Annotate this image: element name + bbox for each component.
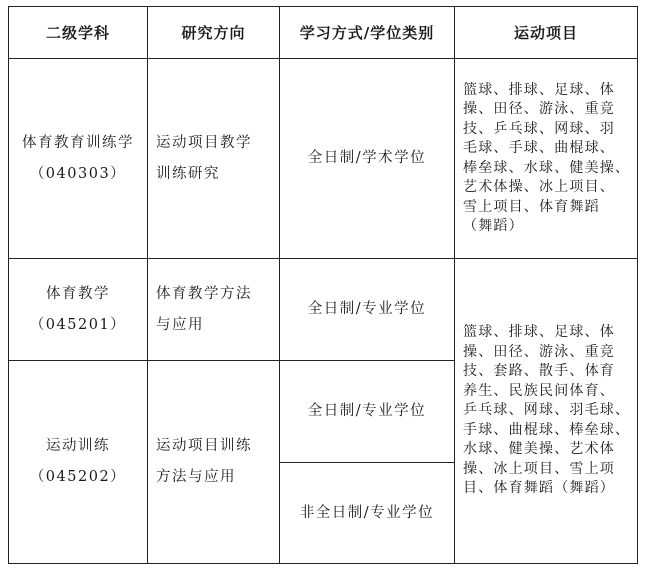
row1-discipline [8, 58, 148, 259]
row2-discipline-name: 体育教学 [45, 285, 110, 302]
row3-discipline-name: 运动训练 [45, 438, 110, 454]
header-mode: 学习方式/学位类别 [279, 6, 455, 59]
row3-discipline [8, 360, 148, 564]
row3-direction-line1: 运动项目训练 [156, 438, 252, 454]
sports-academic-list [463, 81, 630, 237]
row1-direction [147, 58, 280, 259]
sports-line: 操、冰上项目、雪上项 [463, 460, 615, 477]
row2-direction-line2: 与应用 [156, 316, 204, 333]
sports-line: 操、田径、游泳、重竞 [463, 101, 615, 117]
sports-line: 棒垒球、水球、健美操、 [463, 159, 631, 176]
row2-discipline [8, 258, 148, 361]
sports-line: 雪上项目、体育舞蹈 [463, 198, 600, 215]
sports-line: 水球、健美操、艺术体 [463, 441, 615, 458]
sports-line: 篮球、排球、足球、体 [463, 81, 615, 98]
row1-mode: 全日制/学术学位 [279, 58, 455, 259]
row2-3-sports [454, 258, 638, 564]
sports-line: 篮球、排球、足球、体 [463, 324, 615, 341]
row1-discipline-code: （040303） [29, 165, 127, 182]
row3-mode-parttime: 非全日制/专业学位 [279, 462, 455, 564]
row2-direction-line1: 体育教学方法 [156, 285, 252, 302]
sports-line: 养生、民族民间体育、 [463, 382, 615, 399]
row1-sports [454, 58, 638, 259]
row1-direction-line1: 运动项目教学 [156, 134, 252, 151]
row2-direction [147, 258, 280, 361]
sports-line: 技、乒乓球、网球、羽 [463, 120, 615, 137]
row1-direction-line2: 训练研究 [156, 165, 220, 182]
header-discipline: 二级学科 [8, 6, 148, 59]
row3-mode-fulltime: 全日制/专业学位 [279, 360, 455, 463]
sports-line: 手球、曲棍球、棒垒球、 [463, 421, 631, 438]
degree-sports-table [8, 6, 638, 564]
row2-discipline-code: （045201） [29, 316, 127, 333]
sports-line: 艺术体操、冰上项目、 [463, 179, 615, 195]
sports-line: 技、套路、散手、体育 [463, 363, 615, 380]
row3-direction-line2: 方法与应用 [156, 469, 236, 485]
header-sports: 运动项目 [454, 6, 638, 59]
sports-line: 目、体育舞蹈（舞蹈） [463, 480, 615, 497]
sports-line: （舞蹈） [463, 218, 524, 234]
sports-line: 操、田径、游泳、重竞 [463, 343, 615, 360]
sports-line: 乒乓球、网球、羽毛球、 [463, 402, 631, 419]
row2-mode: 全日制/专业学位 [279, 258, 455, 361]
header-direction: 研究方向 [147, 6, 280, 59]
sports-line: 毛球、手球、曲棍球、 [463, 140, 615, 156]
row3-discipline-code: （045202） [29, 469, 127, 485]
sports-professional-list [463, 323, 630, 499]
row3-direction [147, 360, 280, 564]
row1-discipline-name: 体育教育训练学 [22, 134, 134, 151]
